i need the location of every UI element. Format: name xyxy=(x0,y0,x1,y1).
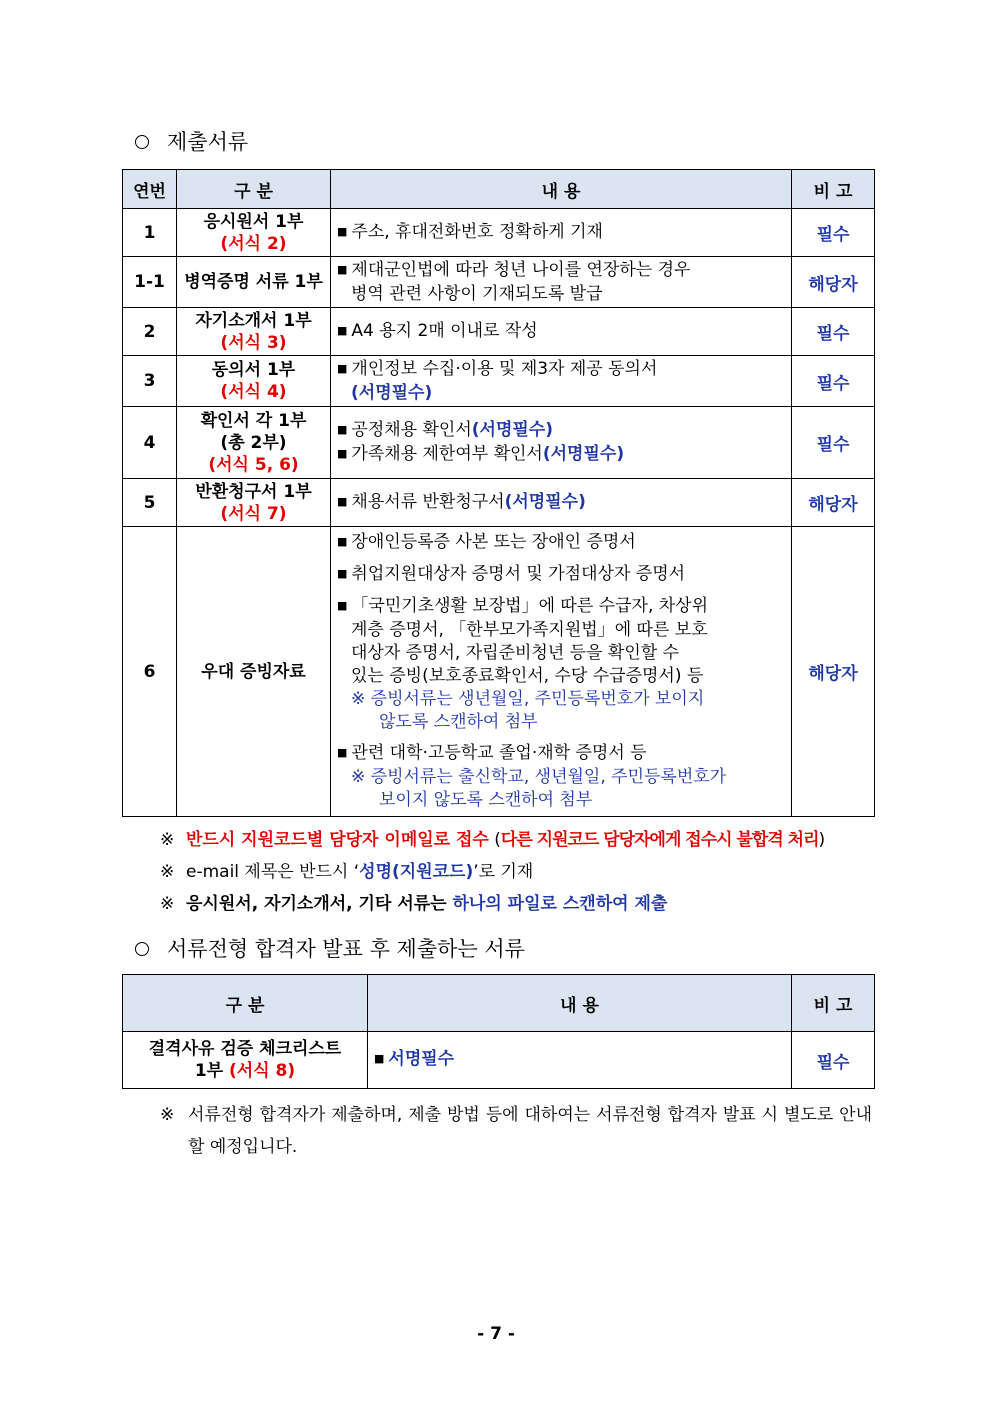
submission-notes xyxy=(160,824,825,920)
header-category: 구 분 xyxy=(123,975,368,1032)
square-bullet-icon: ■ xyxy=(337,599,348,612)
header-category: 구 분 xyxy=(177,170,331,209)
circle-bullet-icon xyxy=(135,135,149,149)
header-content: 내 용 xyxy=(331,170,792,209)
header-note: 비 고 xyxy=(792,170,875,209)
header-note: 비 고 xyxy=(792,975,875,1032)
square-bullet-icon: ■ xyxy=(337,746,348,759)
post-pass-note: ※ 서류전형 합격자가 제출하며, 제출 방법 등에 대하여는 서류전형 합격자 발표 시 별도로 안내할 예정입니다. xyxy=(160,1105,872,1157)
table-row: 2 자기소개서 1부 (서식 3) ■ A4 용지 2매 이내로 작성 필수 xyxy=(123,308,875,356)
note-single-file: ※ 응시원서, 자기소개서, 기타 서류는 하나의 파일로 스캔하여 제출 xyxy=(160,894,668,914)
square-bullet-icon: ■ xyxy=(337,567,348,580)
note-subject: ※ e-mail 제목은 반드시 ‘성명(지원코드)’로 기재 xyxy=(160,862,534,882)
table-row: 6 우대 증빙자료 ■ 장애인등록증 사본 또는 장애인 증명서 ■ 취업지원대상자 증명서 및 가점대상자 증명서 ■ 「국민기초생활 보장법」에 따른 수급자, 차상위 계층 증명서, 「한부모가족지원법」에 따른 보호 대상자 증명서, 자립준비청년 등을 확인할 수 있는 증빙(보호종료확인서, 수당 수급증명서) 등 ※ 증빙서류는 생년월일, 주민등록번호가 보이지 않도록 스캔하여 첨부 ■ 관련 대학·고등학교 졸업·재학 증명서 등 ※ 증빙서류는 출신학교, 생년월일, 주민등록번호가 보이지 않도록 스캔하여 첨부 해당자 xyxy=(123,527,875,817)
table-row: 5 반환청구서 1부 (서식 7) ■ 채용서류 반환청구서(서명필수) 해당자 xyxy=(123,479,875,527)
header-content: 내 용 xyxy=(368,975,792,1032)
circle-bullet-icon xyxy=(135,942,149,956)
table-row: 결격사유 검증 체크리스트 1부 (서식 8) ■ 서명필수 필수 xyxy=(123,1032,875,1089)
post-pass-documents-table xyxy=(122,974,875,1089)
square-bullet-icon: ■ xyxy=(337,494,348,508)
documents-table xyxy=(122,169,875,817)
square-bullet-icon: ■ xyxy=(337,263,348,276)
table-header-row xyxy=(123,975,875,1032)
square-bullet-icon: ■ xyxy=(337,422,348,436)
square-bullet-icon: ■ xyxy=(374,1052,385,1065)
header-no: 연번 xyxy=(123,170,177,209)
square-bullet-icon: ■ xyxy=(337,224,348,238)
square-bullet-icon: ■ xyxy=(337,446,348,460)
page-number: - 7 - xyxy=(477,1324,515,1344)
section-title-post-pass-documents: 서류전형 합격자 발표 후 제출하는 서류 xyxy=(135,933,525,963)
square-bullet-icon: ■ xyxy=(337,535,348,548)
square-bullet-icon: ■ xyxy=(337,323,348,337)
table-header-row xyxy=(123,170,875,209)
table-row: 1-1 병역증명 서류 1부 ■ 제대군인법에 따라 청년 나이를 연장하는 경우 병역 관련 사항이 기재되도록 발급 해당자 xyxy=(123,257,875,308)
note-email: ※ 반드시 지원코드별 담당자 이메일로 접수 (다른 지원코드 담당자에게 접수시 불합격 처리) xyxy=(160,830,826,850)
table-row: 1 응시원서 1부 (서식 2) ■ 주소, 휴대전화번호 정확하게 기재 필수 xyxy=(123,209,875,257)
table-row: 4 확인서 각 1부 (총 2부) (서식 5, 6) ■ 공정채용 확인서(서명필수) ■ 가족채용 제한여부 확인서(서명필수) 필수 xyxy=(123,407,875,479)
square-bullet-icon: ■ xyxy=(337,362,348,375)
section-title-documents: 제출서류 xyxy=(135,126,248,156)
table-row: 3 동의서 1부 (서식 4) ■ 개인정보 수집·이용 및 제3자 제공 동의서 (서명필수) 필수 xyxy=(123,356,875,407)
